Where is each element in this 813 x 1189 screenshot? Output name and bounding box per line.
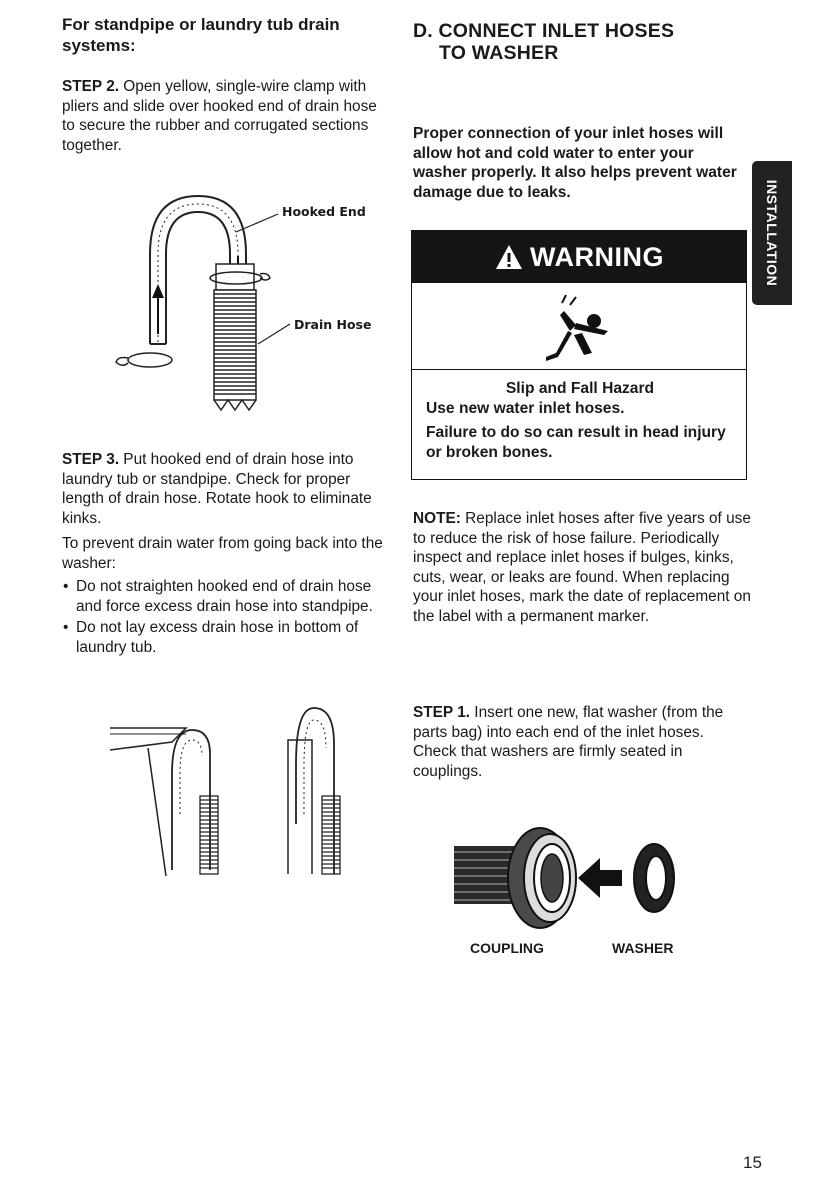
step3-paragraph <box>62 450 392 528</box>
step1-label: STEP 1. <box>413 704 471 721</box>
page-number: 15 <box>743 1153 762 1172</box>
step3-block <box>62 450 392 657</box>
warning-triangle-icon <box>494 243 524 271</box>
step3-label: STEP 3. <box>62 451 120 468</box>
step2-label: STEP 2. <box>62 78 120 95</box>
standpipe-heading: For standpipe or laundry tub drain systems: <box>62 15 340 55</box>
warning-line2: Failure to do so can result in head injury or broken bones. <box>426 424 726 461</box>
drain-hose-label: Drain Hose <box>294 317 372 332</box>
drain-hose-figure <box>100 194 370 424</box>
warning-header <box>412 231 746 283</box>
coupling-icon <box>508 828 576 928</box>
step3-text: Put hooked end of drain hose into laundry tub or standpipe. Check for proper length of drain hose. Rotate hook to eliminate kinks. <box>62 451 372 527</box>
warning-box <box>411 230 747 480</box>
intro-paragraph: Proper connection of your inlet hoses will allow hot and cold water to enter your washer properly. It also helps prevent water damage due to leaks. <box>413 125 737 201</box>
step1-text: Insert one new, flat washer (from the parts bag) into each end of the inlet hoses. Check that washers are firmly seated in couplings. <box>413 704 724 780</box>
left-column <box>62 14 398 155</box>
prevent-paragraph: To prevent drain water from going back into the washer: <box>62 535 383 572</box>
list-item: • Do not lay excess drain hose in bottom of laundry tub. <box>62 618 392 657</box>
washer-label: WASHER <box>612 940 674 956</box>
note-text: Replace inlet hoses after five years of use to reduce the risk of hose failure. Periodically inspect and replace inlet hoses if bulges, kinks, cuts, wear, or leaks are found. When replacing your inlet hoses, mark the date of replacement on the label with a permanent marker. <box>413 510 751 625</box>
slip-and-fall-icon <box>530 291 630 367</box>
note-label: NOTE: <box>413 510 461 527</box>
installation-tab-label: INSTALLATION <box>764 179 780 287</box>
warning-text <box>412 369 746 463</box>
step1-paragraph <box>413 703 743 781</box>
washer-icon <box>634 844 674 912</box>
warning-line1: Use new water inlet hoses. <box>426 400 625 417</box>
list-item: • Do not straighten hooked end of drain hose and force excess drain hose into standpipe. <box>62 577 392 616</box>
laundry-tub-standpipe-figure <box>100 704 370 880</box>
section-title <box>413 20 674 64</box>
warning-hazard: Slip and Fall Hazard <box>505 380 655 397</box>
step2-paragraph <box>62 77 392 155</box>
step2-text: Open yellow, single-wire clamp with pliers and slide over hooked end of drain hose to secure the rubber and corrugated sections together. <box>62 78 377 154</box>
arrow-left-icon <box>578 858 622 898</box>
coupling-label: COUPLING <box>470 940 544 956</box>
section-title-line1: D. CONNECT INLET HOSES <box>413 20 675 42</box>
note-paragraph <box>413 509 753 626</box>
installation-tab <box>752 161 792 305</box>
prevent-list <box>62 577 392 657</box>
warning-title: WARNING <box>530 241 664 272</box>
hose-icon <box>454 846 514 904</box>
section-title-line2: TO WASHER <box>439 42 559 64</box>
coupling-washer-figure <box>454 820 704 930</box>
hooked-end-label: Hooked End <box>282 204 366 219</box>
clamp-icon <box>116 353 172 367</box>
